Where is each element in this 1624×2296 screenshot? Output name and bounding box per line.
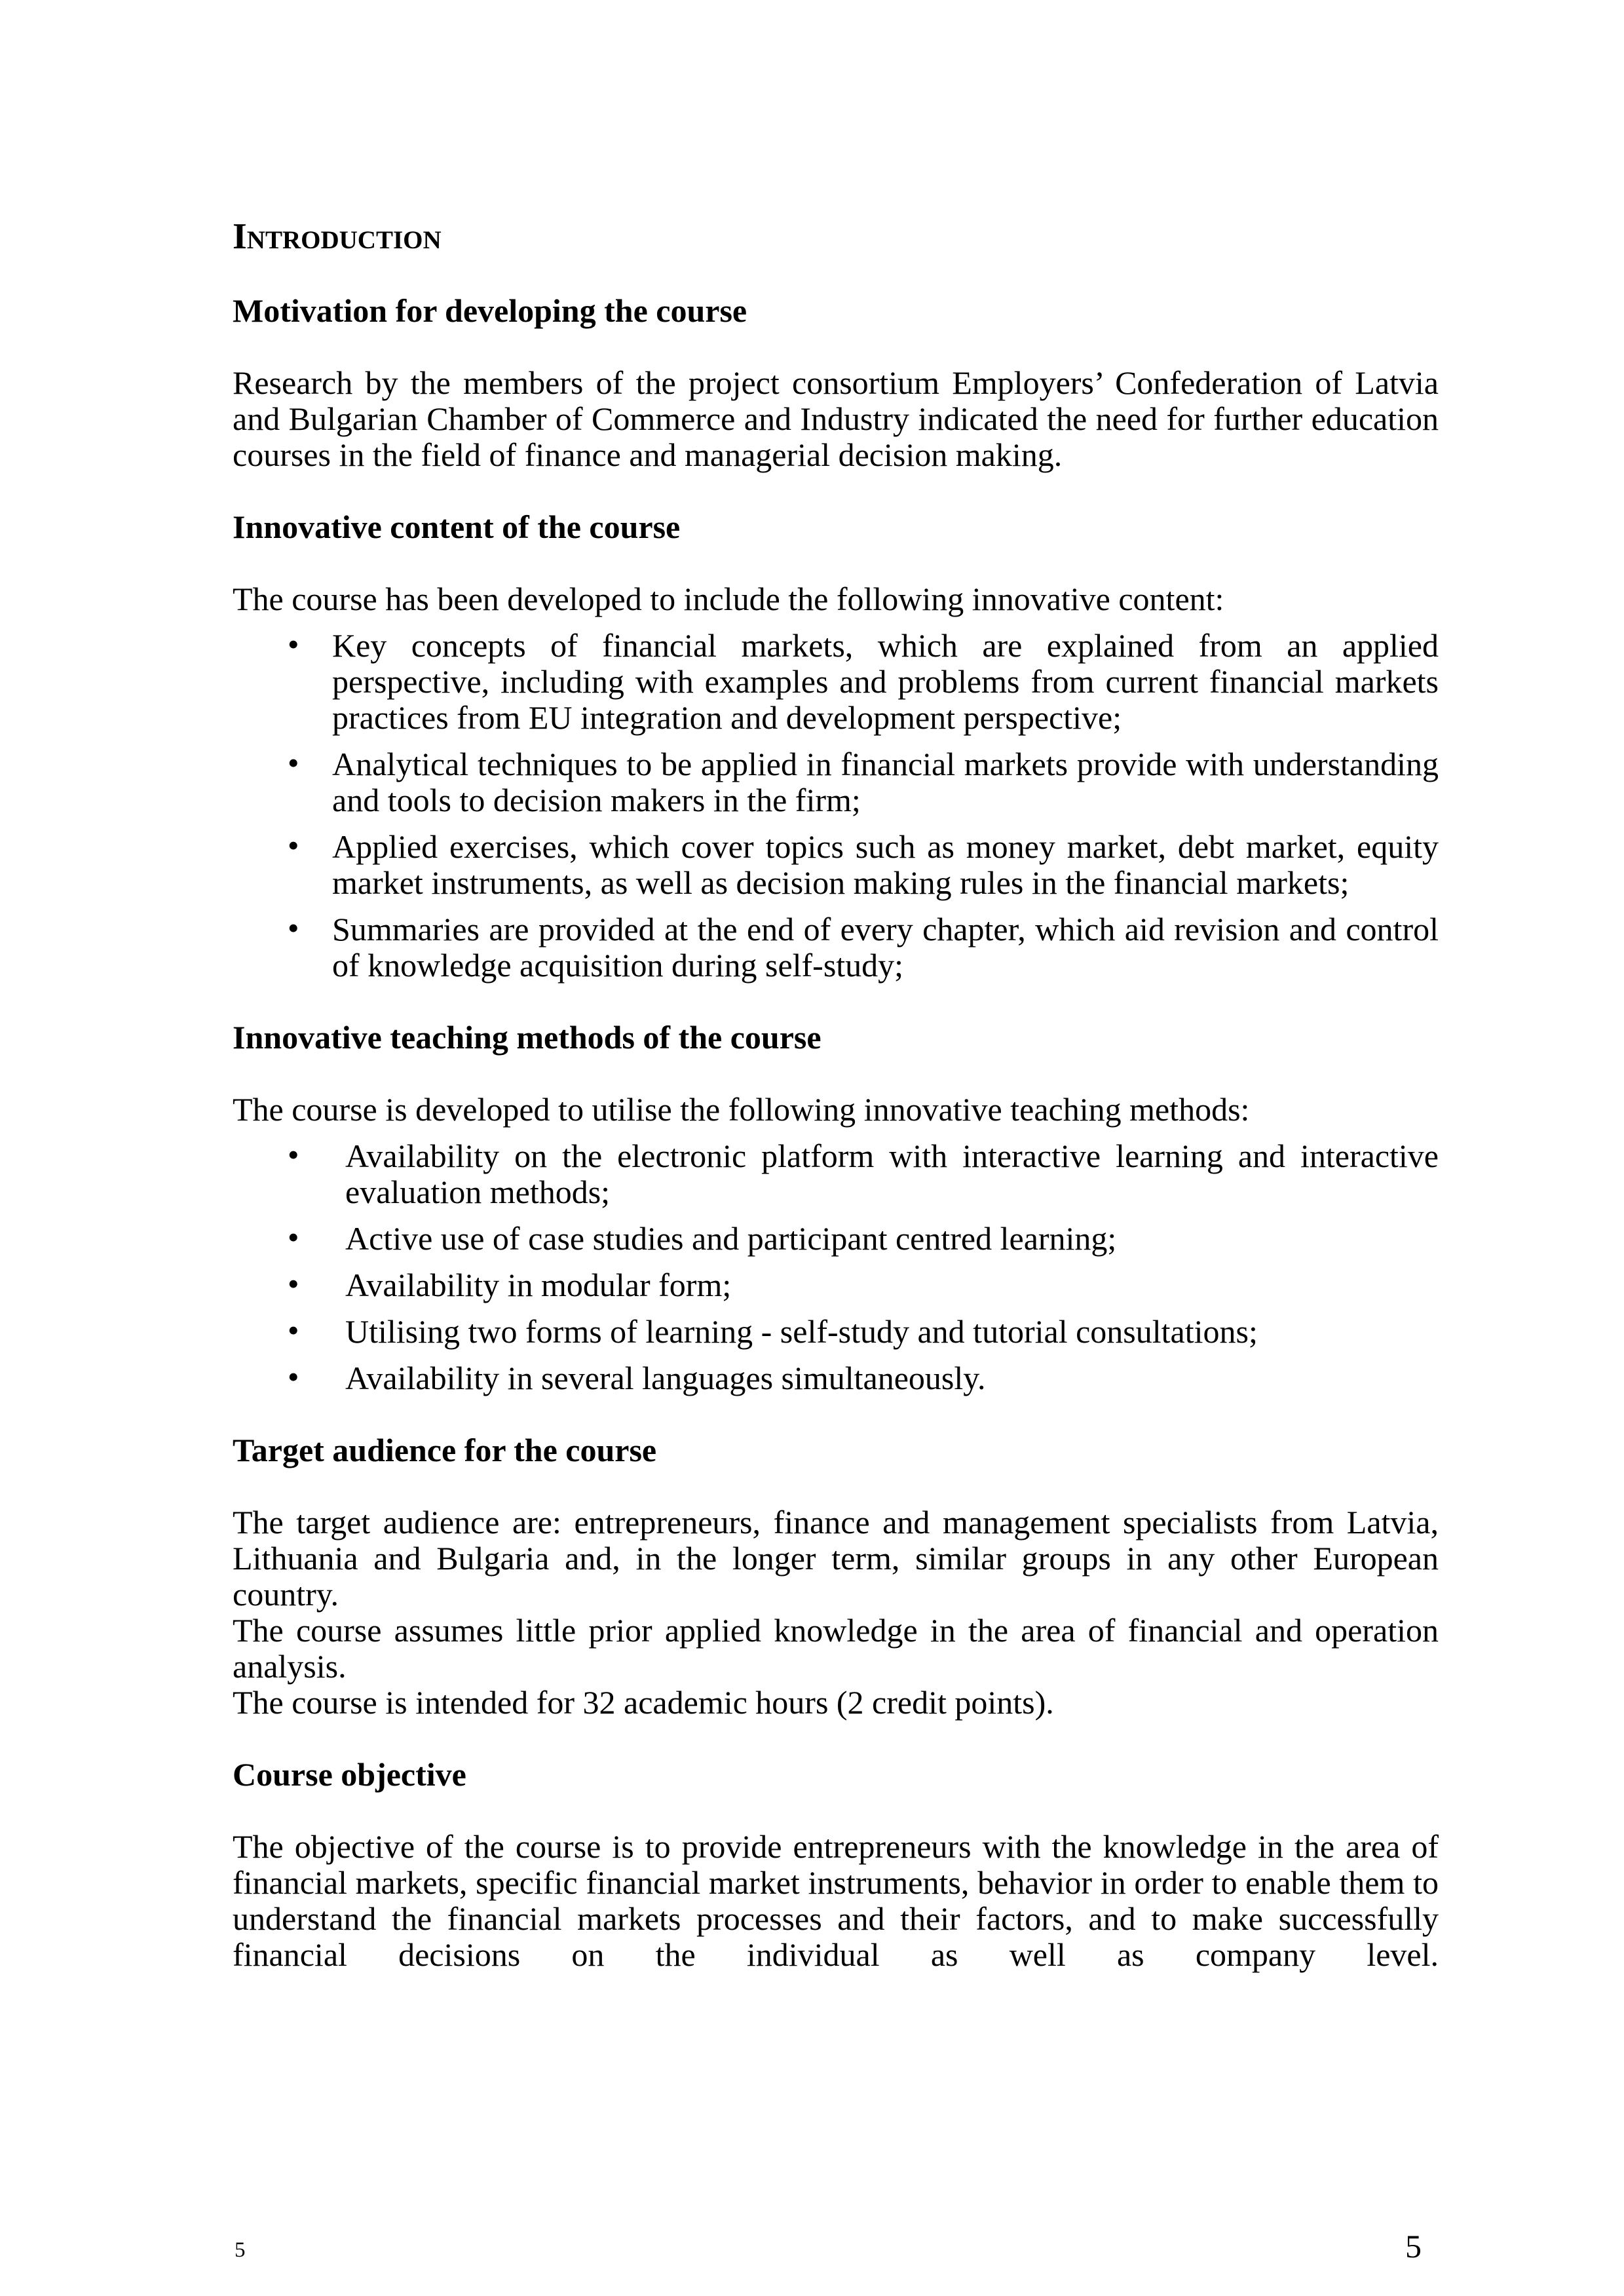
page-title: Introduction — [233, 216, 442, 257]
list-item-text: Analytical techniques to be applied in financial markets provide with understanding and tools to decision makers in the firm; — [332, 746, 1439, 818]
list-item — [233, 1314, 1439, 1350]
section-heading-motivation: Motivation for developing the course — [233, 292, 747, 329]
list-item — [233, 1221, 1439, 1257]
paragraph-teaching-intro: The course is developed to utilise the following innovative teaching methods: — [233, 1091, 1250, 1128]
list-item-text: Availability in several languages simultaneously. — [345, 1360, 986, 1396]
list-item — [233, 746, 1439, 818]
list-item-text: Utilising two forms of learning - self-study and tutorial consultations; — [345, 1313, 1258, 1350]
section-heading-target-audience: Target audience for the course — [233, 1432, 657, 1468]
bullet-list-teaching — [233, 1138, 1439, 1396]
list-item-text: Summaries are provided at the end of every chapter, which aid revision and control of knowledge acquisition during self-study; — [332, 911, 1439, 984]
bullet-icon: • — [288, 1312, 299, 1349]
bullet-icon: • — [288, 1136, 299, 1173]
bullet-icon: • — [288, 1219, 299, 1255]
section-heading-course-objective: Course objective — [233, 1756, 466, 1793]
list-item-text: Applied exercises, which cover topics such as money market, debt market, equity market instruments, as well as decision making rules in the financial markets; — [332, 828, 1439, 901]
section-heading-teaching-methods: Innovative teaching methods of the course — [233, 1019, 821, 1056]
section-target-audience — [233, 1432, 1439, 1721]
bullet-icon: • — [288, 1265, 299, 1302]
page-number-footer-right: 5 — [1405, 2228, 1422, 2265]
bullet-icon: • — [288, 626, 299, 662]
paragraph-audience-1: The target audience are: entrepreneurs, finance and management specialists from Latvia, Lithuania and Bulgaria and, in the longer term, similar groups in any other European country. — [233, 1504, 1439, 1613]
bullet-icon: • — [288, 909, 299, 946]
list-item-text: Active use of case studies and participant centred learning; — [345, 1220, 1117, 1257]
section-course-objective — [233, 1757, 1439, 1973]
paragraph-audience-3: The course is intended for 32 academic hours (2 credit points). — [233, 1684, 1054, 1721]
bullet-list-content — [233, 628, 1439, 984]
bullet-icon: • — [288, 1358, 299, 1395]
list-item — [233, 829, 1439, 901]
paragraph-audience-2: The course assumes little prior applied knowledge in the area of financial and operation analysis. — [233, 1612, 1439, 1685]
list-item-text: Key concepts of financial markets, which are explained from an applied perspective, including with examples and problems from current financial markets practices from EU integration and development perspective; — [332, 627, 1439, 736]
list-item — [233, 911, 1439, 984]
section-heading-innovative-content: Innovative content of the course — [233, 508, 681, 545]
section-teaching-methods — [233, 1020, 1439, 1396]
bullet-icon: • — [288, 744, 299, 781]
list-item — [233, 1360, 1439, 1396]
paragraph-motivation: Research by the members of the project consortium Employers’ Confederation of Latvia and Bulgarian Chamber of Commerce and Industry indicated the need for further education courses in the field of finance and managerial decision making. — [233, 364, 1439, 473]
list-item-text: Availability on the electronic platform with interactive learning and interactive evaluation methods; — [345, 1138, 1439, 1210]
list-item-text: Availability in modular form; — [345, 1267, 732, 1303]
list-item — [233, 1138, 1439, 1210]
paragraph-content-intro: The course has been developed to include the following innovative content: — [233, 581, 1224, 617]
list-item — [233, 628, 1439, 736]
section-motivation — [233, 293, 1439, 473]
paragraph-objective: The objective of the course is to provide entrepreneurs with the knowledge in the area of financial markets, specific financial market instruments, behavior in order to enable them to understand the financial markets processes and their factors, and to make successfully financial decisions on the individual as well as company level. — [233, 1828, 1439, 1973]
bullet-icon: • — [288, 827, 299, 864]
section-innovative-content — [233, 509, 1439, 984]
page-number-footer-left: 5 — [235, 2238, 246, 2262]
list-item — [233, 1267, 1439, 1303]
